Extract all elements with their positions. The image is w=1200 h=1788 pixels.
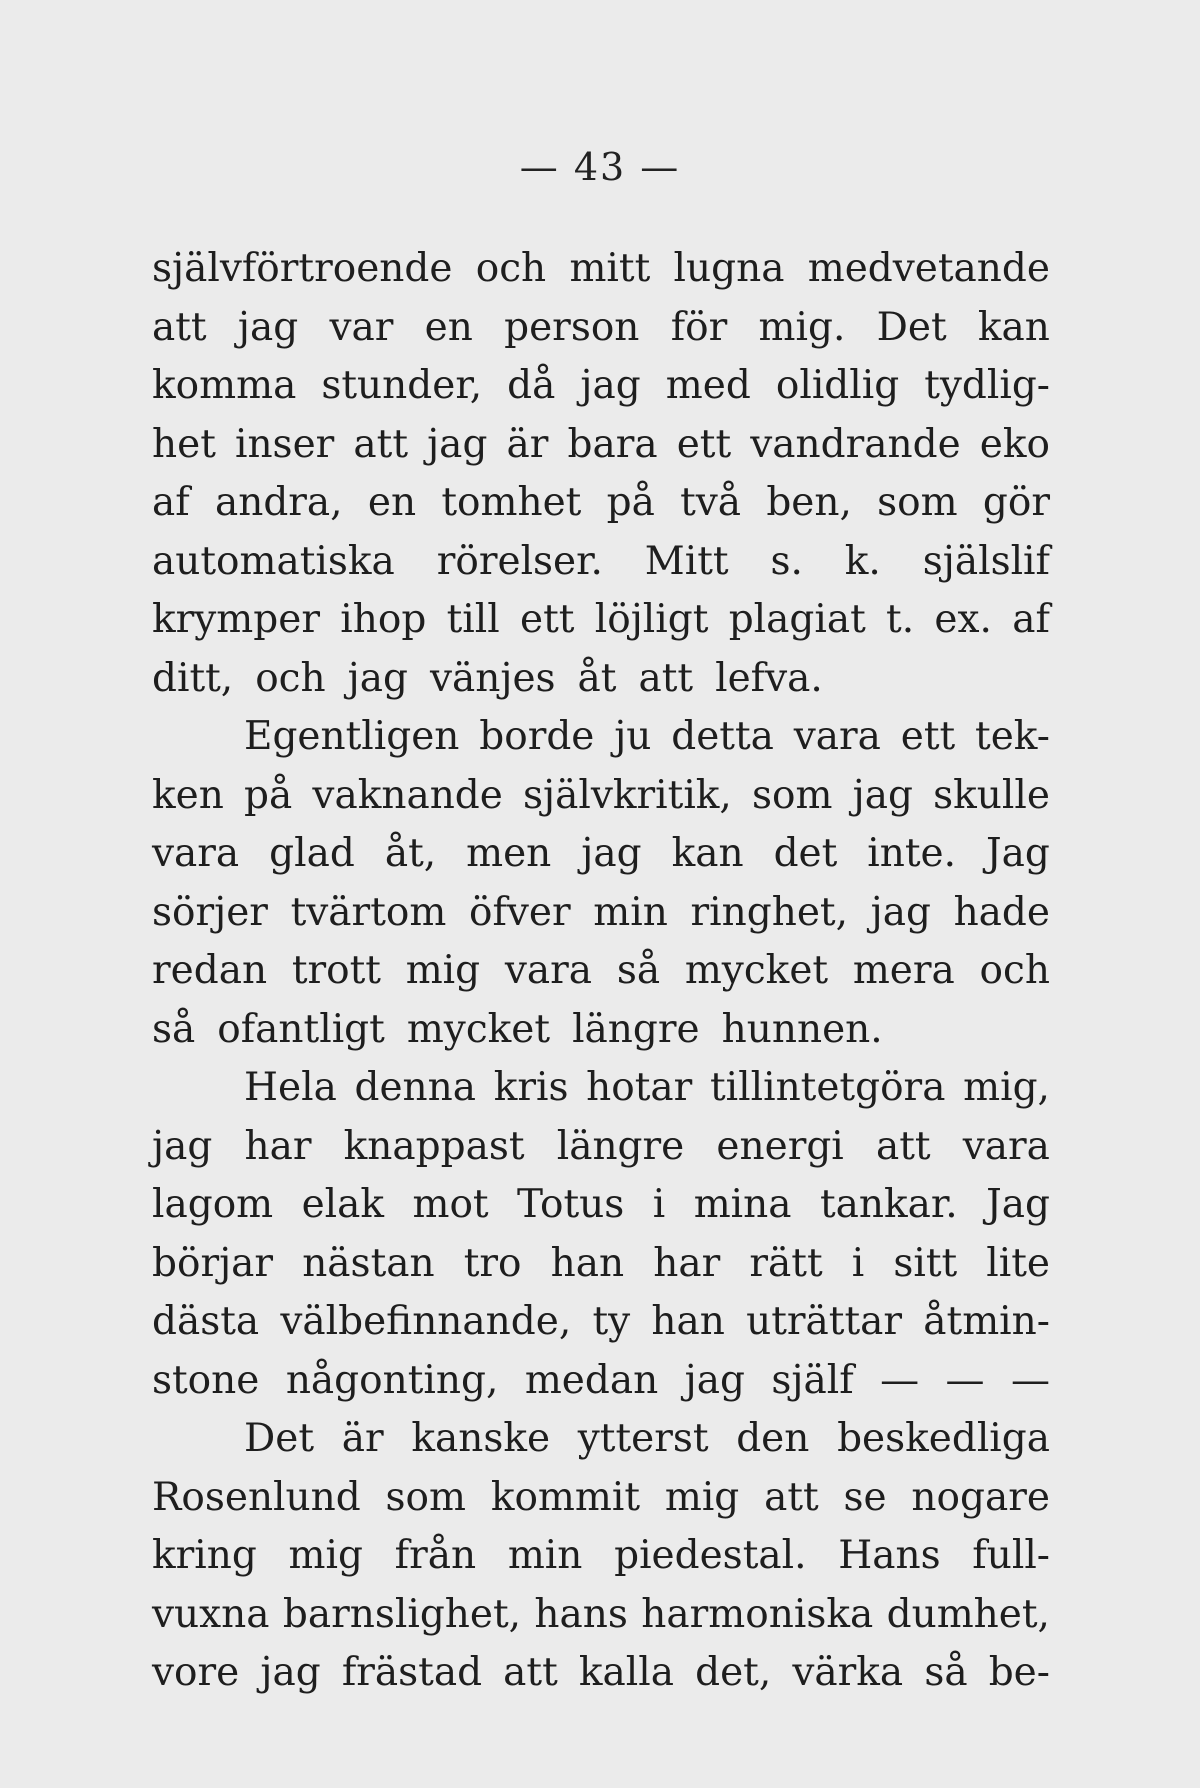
text-line: Egentligen borde ju detta vara ett tek- [244,714,1050,759]
text-line: ken på vaknande självkritik, som jag skulle [152,772,1050,818]
text-line: komma stunder, då jag med olidlig tydlig- [152,363,1050,408]
text-line: sörjer tvärtom öfver min ringhet, jag hade [152,889,1050,935]
text-line: Rosenlund som kommit mig att se nogare [152,1474,1050,1520]
text-line: krymper ihop till ett löjligt plagiat t. ex. af [152,597,1050,642]
text-line: automatiska rörelser. Mitt s. k. själslif [152,538,1050,584]
text-line: lagom elak mot Totus i mina tankar. Jag [152,1182,1050,1227]
text-line: Det är kanske ytterst den beskedliga [244,1416,1050,1461]
text-line: stone någonting, medan jag själf — — — [152,1357,1050,1403]
text-line: het inser att jag är bara ett vandrande eko [152,421,1050,467]
text-line: af andra, en tomhet på två ben, som gör [152,480,1050,525]
text-line: vara glad åt, men jag kan det inte. Jag [152,831,1050,876]
text-line: redan trott mig vara så mycket mera och [152,948,1050,993]
text-line: att jag var en person för mig. Det kan [152,304,1050,350]
text-line: så ofantligt mycket längre hunnen. [152,1006,883,1052]
text-line: självförtroende och mitt lugna medvetande [152,246,1050,291]
body-text [152,240,1050,1703]
text-line: börjar nästan tro han har rätt i sitt lite [152,1240,1050,1286]
text-line: jag har knappast längre energi att vara [152,1123,1050,1169]
text-line: ditt, och jag vänjes åt att lefva. [152,655,823,701]
text-line: vuxna barnslighet, hans harmoniska dumhet, [152,1591,1050,1637]
page-number: — 43 — [519,145,681,189]
text-line: vore jag frästad att kalla det, värka så be- [152,1650,1050,1695]
text-line: kring mig från min piedestal. Hans full- [152,1533,1050,1578]
text-line: dästa välbefinnande, ty han uträttar åtmin- [152,1299,1050,1344]
text-line: Hela denna kris hotar tillintetgöra mig, [244,1065,1050,1110]
